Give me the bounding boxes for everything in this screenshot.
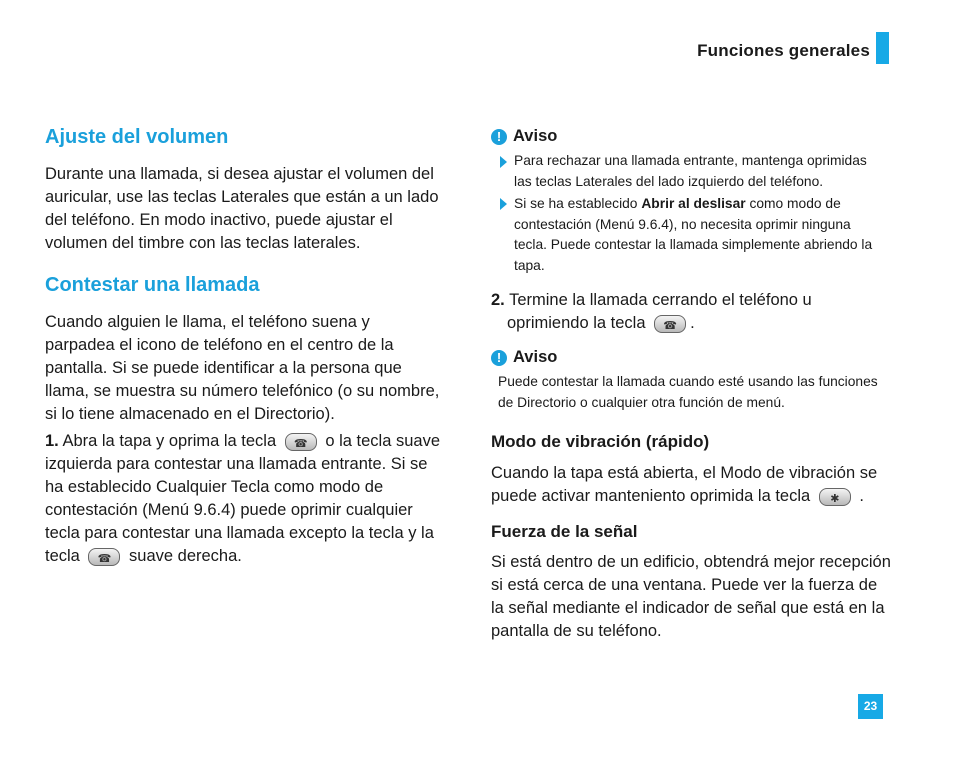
step-1	[45, 430, 440, 568]
step-1-number: 1.	[45, 432, 59, 450]
section-title-vibration: Modo de vibración (rápido)	[491, 432, 710, 451]
bullet-arrow-icon	[500, 198, 507, 210]
aviso-1-bullet-2-text-b: como modo de contestación (Menú 9.6.4), no necesita oprimir ninguna tecla. Puede contestar la llamada simplemente abriendo la tapa.	[514, 196, 873, 273]
section-text-signal: Si está dentro de un edificio, obtendrá mejor recepción si está cerca de una ventana. Puede ver la fuerza de la señal mediante el indicador de señal que está en la pantalla de su teléfono.	[491, 553, 891, 640]
warning-icon: !	[491, 350, 507, 366]
aviso-2-heading	[491, 348, 557, 367]
aviso-1-bullet-1: Para rechazar una llamada entrante, mantenga oprimidas las teclas Laterales del lado izquierdo del teléfono.	[514, 153, 867, 189]
step-1-text-c: suave derecha.	[129, 547, 242, 565]
bullet-arrow-icon	[500, 156, 507, 168]
header-accent-bar	[876, 32, 889, 64]
page-number: 23	[858, 694, 883, 719]
header-title: Funciones generales	[697, 41, 870, 60]
section-text-answer: Cuando alguien le llama, el teléfono suena y parpadea el icono de teléfono en el centro de la pantalla. Si se puede identificar a la persona que llama, se muestra su número telefónico (o su nombre, si lo tiene almacenado en el Directorio).	[45, 313, 440, 423]
vibration-text-b: .	[859, 487, 864, 505]
vibration-text-a: Cuando la tapa está abierta, el Modo de vibración se puede activar manteniento oprimida la tecla	[491, 464, 878, 505]
end-key-icon: ☎	[654, 315, 686, 333]
aviso-1-heading	[491, 127, 557, 146]
section-title-signal: Fuerza de la señal	[491, 522, 638, 541]
aviso-2-text: Puede contestar la llamada cuando esté usando las funciones de Directorio o cualquier otra función de menú.	[498, 374, 878, 410]
end-key-icon: ☎	[88, 548, 120, 566]
step-1-text-a: Abra la tapa y oprima la tecla	[62, 432, 277, 450]
section-title-volume: Ajuste del volumen	[45, 126, 229, 148]
step-2	[491, 289, 847, 335]
section-text-vibration	[491, 462, 881, 508]
aviso-1-bullet-2	[514, 194, 884, 276]
warning-icon: !	[491, 129, 507, 145]
aviso-1-bullet-2-text-a: Si se ha establecido	[514, 196, 638, 211]
step-2-text-b: .	[690, 314, 695, 332]
section-title-answer: Contestar una llamada	[45, 274, 260, 296]
aviso-1-bullet-2-bold: Abrir al deslisar	[641, 196, 746, 211]
star-key-icon: ✱	[819, 488, 851, 506]
section-text-volume: Durante una llamada, si desea ajustar el volumen del auricular, use las teclas Laterales que están a un lado del teléfono. En modo inactivo, puede ajustar el volumen del timbre con las teclas laterales.	[45, 165, 439, 252]
aviso-2-label: Aviso	[513, 348, 558, 366]
step-1-text-b: o la tecla suave izquierda para contestar una llamada entrante. Si se ha establecido Cualquier Tecla como modo de contestación (Menú 9.6.4) puede oprimir cualquier tecla para contestar una llamada excepto la tecla y la tecla	[45, 432, 440, 565]
aviso-1-label: Aviso	[513, 127, 558, 145]
send-key-icon: ☎	[285, 433, 317, 451]
step-2-number: 2.	[491, 291, 505, 309]
step-2-text-a: Termine la llamada cerrando el teléfono u oprimiendo la tecla	[507, 291, 812, 332]
